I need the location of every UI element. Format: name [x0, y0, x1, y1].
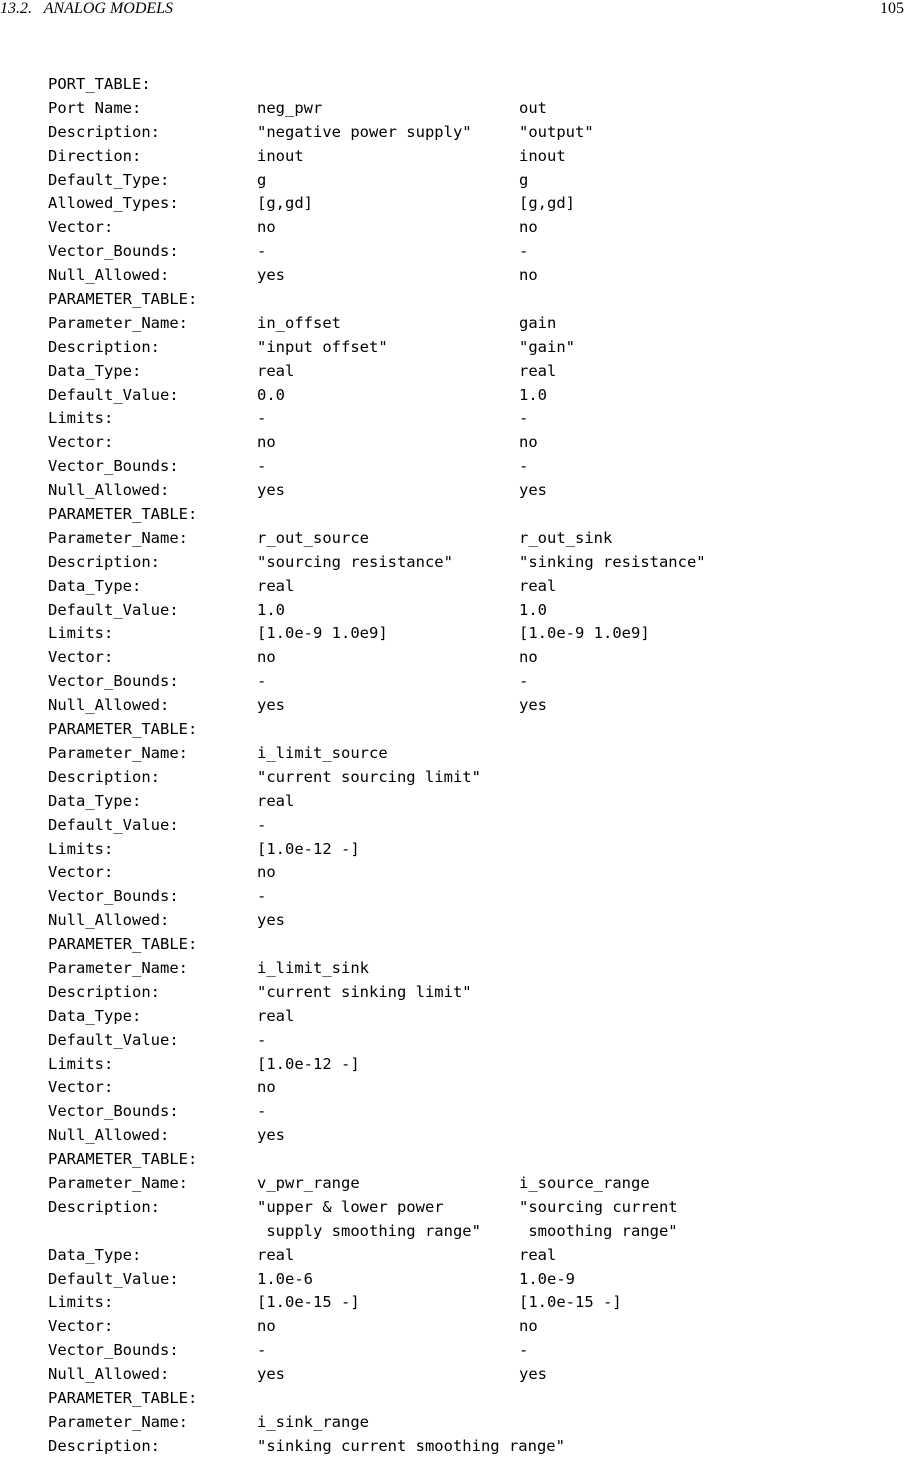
field-value-1: -	[257, 409, 267, 428]
field-value-1: yes	[257, 1126, 285, 1145]
field-value-2: "sinking resistance"	[519, 552, 706, 571]
field-value-1: -	[257, 1102, 267, 1121]
field-label: Vector_Bounds:	[48, 1341, 179, 1360]
field-value-2: no	[519, 1317, 538, 1336]
field-label: Default_Type:	[48, 170, 170, 189]
field-value-2: r_out_sink	[519, 528, 613, 547]
field-value-1: inout	[257, 146, 304, 165]
field-label: Vector:	[48, 1317, 114, 1336]
field-value-2: smoothing range"	[519, 1221, 678, 1240]
field-label: Parameter_Name:	[48, 1412, 188, 1431]
field-label: Default_Value:	[48, 600, 179, 619]
field-label: Vector_Bounds:	[48, 672, 179, 691]
field-label: Null_Allowed:	[48, 1365, 170, 1384]
field-value-1: supply smoothing range"	[257, 1221, 481, 1240]
field-value-2: yes	[519, 481, 547, 500]
field-value-1: g	[257, 170, 267, 189]
field-label: Data_Type:	[48, 361, 142, 380]
field-value-1: -	[257, 457, 267, 476]
field-value-1: [1.0e-12 -]	[257, 1054, 360, 1073]
field-value-2: [1.0e-15 -]	[519, 1293, 622, 1312]
field-value-1: real	[257, 576, 295, 595]
field-value-2: [g,gd]	[519, 194, 575, 213]
field-value-1: real	[257, 1006, 295, 1025]
field-label: Description:	[48, 337, 160, 356]
field-label: Null_Allowed:	[48, 911, 170, 930]
field-label: Port Name:	[48, 98, 142, 117]
field-label: Description:	[48, 982, 160, 1001]
field-label: Description:	[48, 122, 160, 141]
field-value-2: no	[519, 433, 538, 452]
field-value-1: no	[257, 1078, 276, 1097]
table-heading-text: PARAMETER_TABLE:	[48, 720, 198, 739]
field-label: Description:	[48, 1197, 160, 1216]
field-label: Vector_Bounds:	[48, 1102, 179, 1121]
field-value-2: -	[519, 457, 529, 476]
field-label: Allowed_Types:	[48, 194, 179, 213]
field-value-2: yes	[519, 1365, 547, 1384]
table-heading-text: PARAMETER_TABLE:	[48, 1388, 198, 1407]
field-value-2: real	[519, 361, 557, 380]
field-value-1: yes	[257, 1365, 285, 1384]
field-value-1: 1.0	[257, 600, 285, 619]
field-value-1: no	[257, 433, 276, 452]
field-label: Description:	[48, 552, 160, 571]
field-label: Data_Type:	[48, 576, 142, 595]
field-value-2: inout	[519, 146, 566, 165]
field-value-1: yes	[257, 911, 285, 930]
field-value-2: -	[519, 409, 529, 428]
field-value-1: "current sourcing limit"	[257, 767, 481, 786]
field-value-2: 1.0	[519, 600, 547, 619]
field-value-1: -	[257, 815, 267, 834]
field-value-1: in_offset	[257, 313, 341, 332]
field-value-2: no	[519, 266, 538, 285]
field-value-1: "negative power supply"	[257, 122, 472, 141]
field-value-1: no	[257, 1317, 276, 1336]
field-value-2: "output"	[519, 122, 594, 141]
field-value-2: -	[519, 242, 529, 261]
field-value-1: "upper & lower power	[257, 1197, 444, 1216]
field-value-1: no	[257, 863, 276, 882]
field-value-1: yes	[257, 481, 285, 500]
field-value-1: [1.0e-15 -]	[257, 1293, 360, 1312]
field-label: Default_Value:	[48, 1030, 179, 1049]
field-label: Parameter_Name:	[48, 528, 188, 547]
field-value-1: -	[257, 887, 267, 906]
table-heading-text: PARAMETER_TABLE:	[48, 505, 198, 524]
field-label: Parameter_Name:	[48, 743, 188, 762]
field-value-1: neg_pwr	[257, 98, 323, 117]
field-value-1: v_pwr_range	[257, 1173, 360, 1192]
field-value-1: "sourcing resistance"	[257, 552, 453, 571]
field-label: Vector_Bounds:	[48, 457, 179, 476]
field-value-1: i_limit_sink	[257, 958, 369, 977]
field-value-1: yes	[257, 266, 285, 285]
field-value-1: "input offset"	[257, 337, 388, 356]
field-label: Vector:	[48, 218, 114, 237]
field-label: Vector:	[48, 1078, 114, 1097]
field-label: Data_Type:	[48, 1006, 142, 1025]
field-value-1: -	[257, 242, 267, 261]
field-value-2: "gain"	[519, 337, 575, 356]
field-label: Null_Allowed:	[48, 481, 170, 500]
field-value-1: r_out_source	[257, 528, 369, 547]
field-value-2: real	[519, 576, 557, 595]
field-value-2: out	[519, 98, 547, 117]
table-heading-text: PARAMETER_TABLE:	[48, 290, 198, 309]
field-value-1: yes	[257, 696, 285, 715]
field-value-1: no	[257, 218, 276, 237]
field-value-1: real	[257, 361, 295, 380]
field-value-1: [1.0e-12 -]	[257, 839, 360, 858]
field-value-2: g	[519, 170, 529, 189]
field-value-2: "sourcing current	[519, 1197, 678, 1216]
field-value-2: real	[519, 1245, 557, 1264]
field-label: Vector:	[48, 648, 114, 667]
field-label: Limits:	[48, 1293, 114, 1312]
field-label: Null_Allowed:	[48, 266, 170, 285]
field-label: Default_Value:	[48, 385, 179, 404]
field-value-1: 1.0e-6	[257, 1269, 313, 1288]
field-label: Description:	[48, 1436, 160, 1455]
field-value-1: [g,gd]	[257, 194, 313, 213]
field-label: Direction:	[48, 146, 142, 165]
field-label: Limits:	[48, 1054, 114, 1073]
field-value-2: gain	[519, 313, 557, 332]
table-heading-text: PORT_TABLE:	[48, 75, 151, 93]
field-value-1: [1.0e-9 1.0e9]	[257, 624, 388, 643]
field-label: Description:	[48, 767, 160, 786]
field-value-2: no	[519, 648, 538, 667]
field-value-1: -	[257, 1341, 267, 1360]
field-value-1: i_sink_range	[257, 1412, 369, 1431]
field-label: Vector:	[48, 433, 114, 452]
field-value-2: [1.0e-9 1.0e9]	[519, 624, 650, 643]
field-label: Limits:	[48, 409, 114, 428]
field-value-1: no	[257, 648, 276, 667]
field-value-2: no	[519, 218, 538, 237]
field-value-1: real	[257, 1245, 295, 1264]
page-header	[0, 0, 904, 20]
field-value-2: -	[519, 1341, 529, 1360]
page-number: 105	[880, 0, 904, 17]
field-label: Default_Value:	[48, 1269, 179, 1288]
field-value-2: -	[519, 672, 529, 691]
field-value-1: 0.0	[257, 385, 285, 404]
field-label: Vector:	[48, 863, 114, 882]
field-label: Parameter_Name:	[48, 313, 188, 332]
field-label: Null_Allowed:	[48, 1126, 170, 1145]
field-label: Vector_Bounds:	[48, 887, 179, 906]
field-value-1: -	[257, 1030, 267, 1049]
running-section-title: 13.2. ANALOG MODELS	[0, 0, 174, 17]
field-label: Limits:	[48, 839, 114, 858]
field-value-1: -	[257, 672, 267, 691]
table-heading-text: PARAMETER_TABLE:	[48, 935, 198, 954]
field-value-1: "sinking current smoothing range"	[257, 1436, 565, 1455]
field-value-1: real	[257, 791, 295, 810]
field-label: Parameter_Name:	[48, 1173, 188, 1192]
field-label: Data_Type:	[48, 1245, 142, 1264]
field-label: Vector_Bounds:	[48, 242, 179, 261]
field-value-2: 1.0e-9	[519, 1269, 575, 1288]
field-label: Parameter_Name:	[48, 958, 188, 977]
field-value-2: i_source_range	[519, 1173, 650, 1192]
field-label: Default_Value:	[48, 815, 179, 834]
field-value-1: i_limit_source	[257, 743, 388, 762]
field-value-2: 1.0	[519, 385, 547, 404]
field-value-1: "current sinking limit"	[257, 982, 472, 1001]
field-label: Data_Type:	[48, 791, 142, 810]
field-label: Null_Allowed:	[48, 696, 170, 715]
field-value-2: yes	[519, 696, 547, 715]
table-heading-text: PARAMETER_TABLE:	[48, 1150, 198, 1169]
field-label: Limits:	[48, 624, 114, 643]
